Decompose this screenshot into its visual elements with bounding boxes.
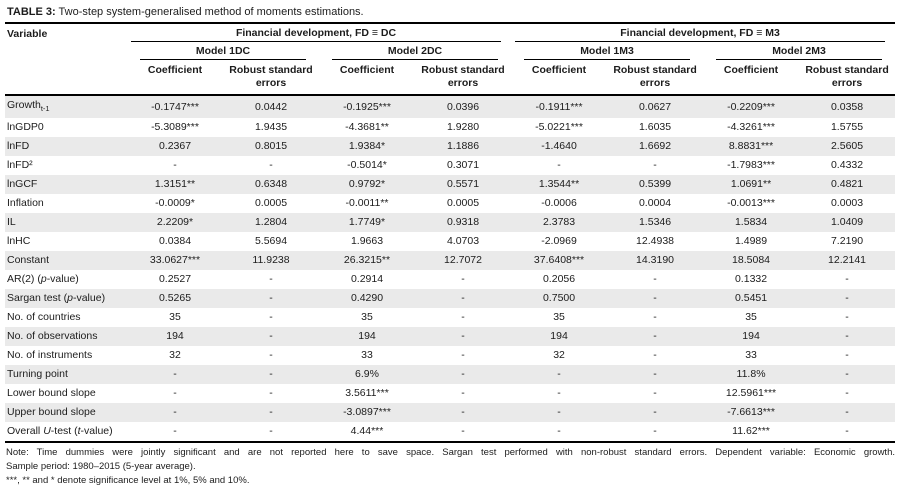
cell-value: 2.3783: [542, 216, 576, 229]
cell-value: 0.4332: [830, 159, 864, 172]
cell-value: -1.4640: [541, 140, 577, 153]
cell-value: 5.5694: [254, 235, 288, 248]
cell-value: -: [269, 368, 273, 381]
cell-value: -: [173, 387, 177, 400]
model-header-2dc: Model 2DC: [319, 42, 511, 60]
cell-value: 1.3544**: [538, 178, 580, 191]
model-header-1m3: Model 1M3: [511, 42, 703, 60]
table-row: [5, 327, 895, 346]
row-label: lnGDP0: [7, 121, 44, 134]
cell-value: 35: [169, 311, 181, 324]
cell-value: 1.5346: [638, 216, 672, 229]
cell-value: 1.9435: [254, 121, 288, 134]
table-header: [5, 24, 895, 95]
cell-value: -: [845, 349, 849, 362]
cell-value: -: [845, 311, 849, 324]
cell-value: 1.9384*: [348, 140, 386, 153]
cell-value: 2.2209*: [156, 216, 194, 229]
cell-value: -: [653, 159, 657, 172]
cell-value: 11.9238: [252, 254, 290, 267]
cell-value: 0.0003: [830, 197, 864, 210]
cell-value: 2.5605: [830, 140, 864, 153]
cell-value: -: [557, 368, 561, 381]
cell-value: 12.7072: [444, 254, 482, 267]
cell-value: -0.0013***: [727, 197, 775, 210]
table-row: [5, 137, 895, 156]
cell-value: 0.2527: [158, 273, 192, 286]
row-label: lnFD²: [7, 159, 33, 172]
row-label: Sargan test (p-value): [7, 292, 106, 305]
cell-value: -: [415, 422, 511, 442]
cell-value: 12.5961***: [725, 387, 777, 400]
cell-value: 0.2914: [350, 273, 384, 286]
cell-value: 194: [166, 330, 184, 343]
subcol-robust-se: Robust standard errors: [421, 64, 505, 89]
row-label: Lower bound slope: [7, 387, 96, 400]
cell-value: 7.2190: [830, 235, 864, 248]
cell-value: -: [845, 273, 849, 286]
header-model-row: [5, 42, 895, 60]
row-label: AR(2) (p-value): [7, 273, 79, 286]
cell-value: 14.3190: [636, 254, 675, 267]
cell-value: -: [269, 159, 273, 172]
cell-value: 0.0005: [254, 197, 288, 210]
group-header-fd-dc-label: Financial development, FD ≡ DC: [131, 24, 501, 42]
cell-value: -: [461, 406, 465, 419]
row-label: lnHC: [7, 235, 31, 248]
note-line-2: Sample period: 1980–2015 (5-year average).: [6, 461, 196, 473]
cell-value: -: [269, 292, 273, 305]
subcol-robust-se: Robust standard errors: [805, 64, 889, 89]
table-row: [5, 270, 895, 289]
cell-value: 0.5265: [158, 292, 192, 305]
cell-value: 0.1332: [734, 273, 768, 286]
cell-value: -: [845, 387, 849, 400]
table-caption-text: Two-step system-generalised method of moments estimations.: [55, 6, 364, 18]
cell-value: -: [511, 422, 607, 442]
subcol-coefficient: Coefficient: [723, 64, 779, 76]
cell-value: 1.4989: [734, 235, 768, 248]
table-row: [5, 213, 895, 232]
cell-value: -: [653, 292, 657, 305]
group-header-fd-dc: [127, 24, 511, 42]
cell-value: 11.62***: [703, 422, 799, 442]
table-caption: [5, 3, 895, 24]
cell-value: 0.2056: [542, 273, 576, 286]
cell-value: 33: [361, 349, 373, 362]
cell-value: 1.5834: [734, 216, 768, 229]
subcol-coefficient: Coefficient: [147, 64, 203, 76]
cell-value: 1.5755: [830, 121, 864, 134]
cell-value: -0.5014*: [347, 159, 387, 172]
cell-value: -: [845, 368, 849, 381]
cell-value: -: [223, 422, 319, 442]
header-group-row: [5, 24, 895, 42]
cell-value: 0.0396: [415, 95, 511, 118]
subcol-coefficient: Coefficient: [531, 64, 587, 76]
table-row: [5, 346, 895, 365]
row-label: No. of instruments: [7, 349, 93, 362]
cell-value: -0.0006: [541, 197, 577, 210]
cell-value: -0.2209***: [703, 95, 799, 118]
cell-value: 32: [553, 349, 565, 362]
table-row: [5, 422, 895, 442]
cell-value: 4.0703: [446, 235, 480, 248]
cell-value: 0.5451: [734, 292, 768, 305]
header-subcolumn-row: [5, 60, 895, 95]
cell-value: -: [799, 422, 895, 442]
cell-value: -: [557, 387, 561, 400]
column-header-variable: Variable: [7, 28, 48, 40]
table-row: [5, 232, 895, 251]
cell-value: -4.3261***: [727, 121, 775, 134]
cell-value: -: [845, 330, 849, 343]
cell-value: -7.6613***: [727, 406, 775, 419]
cell-value: -4.3681**: [345, 121, 389, 134]
cell-value: -: [269, 406, 273, 419]
row-label: No. of countries: [7, 311, 81, 324]
cell-value: 1.9663: [350, 235, 384, 248]
significance-note: ***, ** and * denote significance level at 1%, 5% and 10%.: [6, 474, 250, 486]
table-caption-label: TABLE 3:: [7, 6, 56, 18]
table-row: [5, 403, 895, 422]
row-label: lnFD: [7, 140, 30, 153]
cell-value: -: [461, 387, 465, 400]
cell-value: 0.6348: [254, 178, 288, 191]
row-label: Upper bound slope: [7, 406, 96, 419]
table-row: [5, 95, 895, 118]
group-header-fd-m3: [511, 24, 895, 42]
cell-value: -: [607, 422, 703, 442]
table-row: [5, 175, 895, 194]
cell-value: 0.0442: [223, 95, 319, 118]
cell-value: 11.8%: [736, 368, 766, 381]
cell-value: 35: [745, 311, 757, 324]
cell-value: -: [845, 406, 849, 419]
table-notes: [5, 443, 895, 486]
cell-value: 3.5611***: [345, 387, 389, 400]
cell-value: -3.0897***: [343, 406, 391, 419]
cell-value: 0.5399: [638, 178, 672, 191]
cell-value: -: [461, 273, 465, 286]
cell-value: 12.2141: [828, 254, 867, 267]
cell-value: -: [461, 292, 465, 305]
cell-value: 1.6035: [638, 121, 672, 134]
cell-value: 33: [745, 349, 757, 362]
cell-value: -5.0221***: [535, 121, 583, 134]
cell-value: 35: [553, 311, 565, 324]
subcol-robust-se: Robust standard errors: [613, 64, 697, 89]
table-row: [5, 308, 895, 327]
cell-value: 18.5084: [732, 254, 771, 267]
cell-value: -2.0969: [541, 235, 577, 248]
cell-value: 6.9%: [355, 368, 379, 381]
cell-value: -: [653, 406, 657, 419]
cell-value: 0.8015: [254, 140, 288, 153]
cell-value: 1.6692: [638, 140, 672, 153]
row-label: IL: [7, 216, 16, 229]
cell-value: -: [269, 311, 273, 324]
cell-value: 1.3151**: [154, 178, 196, 191]
cell-value: -0.0011**: [345, 197, 389, 210]
cell-value: 1.1886: [446, 140, 480, 153]
row-label: Constant: [7, 254, 50, 267]
cell-value: 1.9280: [446, 121, 480, 134]
cell-value: 1.0409: [830, 216, 864, 229]
cell-value: -: [461, 349, 465, 362]
cell-value: -: [269, 387, 273, 400]
cell-value: 4.44***: [319, 422, 415, 442]
cell-value: 194: [358, 330, 376, 343]
cell-value: -: [653, 330, 657, 343]
cell-value: -: [173, 406, 177, 419]
cell-value: -: [173, 159, 177, 172]
cell-value: 0.4290: [350, 292, 384, 305]
table-row: [5, 194, 895, 213]
table-body: [5, 95, 895, 442]
gmm-estimations-table: [5, 24, 895, 443]
row-label: Growth$_{t-1}$: [5, 95, 127, 118]
row-label: No. of observations: [7, 330, 98, 343]
cell-value: -0.1911***: [511, 95, 607, 118]
table-row: [5, 365, 895, 384]
cell-value: 1.2804: [254, 216, 288, 229]
cell-value: -: [269, 349, 273, 362]
model-header-2m3: Model 2M3: [703, 42, 895, 60]
cell-value: -: [557, 406, 561, 419]
cell-value: 0.7500: [542, 292, 576, 305]
cell-value: -1.7983***: [727, 159, 775, 172]
cell-value: 1.0691**: [730, 178, 772, 191]
group-header-fd-m3-label: Financial development, FD ≡ M3: [515, 24, 885, 42]
cell-value: 0.9792*: [348, 178, 386, 191]
cell-value: -5.3089***: [151, 121, 199, 134]
cell-value: -: [269, 330, 273, 343]
row-label: lnGCF: [7, 178, 38, 191]
cell-value: -: [127, 422, 223, 442]
cell-value: -0.1925***: [319, 95, 415, 118]
cell-value: 8.8831***: [728, 140, 774, 153]
cell-value: 37.6408***: [533, 254, 585, 267]
cell-value: -: [653, 368, 657, 381]
subcol-coefficient: Coefficient: [339, 64, 395, 76]
cell-value: -: [461, 311, 465, 324]
cell-value: -: [461, 368, 465, 381]
cell-value: 0.5571: [446, 178, 480, 191]
table-row: [5, 118, 895, 137]
table-row: [5, 156, 895, 175]
cell-value: 32: [169, 349, 181, 362]
row-label: Turning point: [7, 368, 68, 381]
cell-value: -: [653, 349, 657, 362]
cell-value: 35: [361, 311, 373, 324]
table-row: [5, 251, 895, 270]
cell-value: 0.0358: [799, 95, 895, 118]
model-header-1dc: Model 1DC: [127, 42, 319, 60]
cell-value: -: [557, 159, 561, 172]
cell-value: 0.0004: [638, 197, 672, 210]
cell-value: 0.3071: [446, 159, 480, 172]
cell-value: 0.0384: [158, 235, 192, 248]
cell-value: 194: [550, 330, 568, 343]
cell-value: 0.4821: [830, 178, 864, 191]
cell-value: 26.3215**: [343, 254, 391, 267]
cell-value: -: [653, 387, 657, 400]
cell-value: 0.0627: [607, 95, 703, 118]
cell-value: -0.0009*: [155, 197, 195, 210]
cell-value: -: [653, 273, 657, 286]
subcol-robust-se: Robust standard errors: [229, 64, 313, 89]
table-row: [5, 384, 895, 403]
cell-value: 12.4938: [636, 235, 675, 248]
cell-value: -0.1747***: [127, 95, 223, 118]
cell-value: -: [653, 311, 657, 324]
row-label: Overall U-test (t-value): [5, 422, 127, 442]
cell-value: 1.7749*: [348, 216, 386, 229]
cell-value: -: [269, 273, 273, 286]
cell-value: 194: [742, 330, 760, 343]
cell-value: 0.0005: [446, 197, 480, 210]
note-line-1: Note: Time dummies were jointly significant and are not reported here to save space. Sargan test performed with non-robust standard errors. Dependent variable: Economic growth.: [6, 447, 895, 459]
cell-value: 0.2367: [158, 140, 192, 153]
cell-value: -: [845, 292, 849, 305]
cell-value: -: [173, 368, 177, 381]
cell-value: -: [461, 330, 465, 343]
row-label: Inflation: [7, 197, 44, 210]
cell-value: 33.0627***: [149, 254, 201, 267]
cell-value: 0.9318: [446, 216, 480, 229]
table-row: [5, 289, 895, 308]
